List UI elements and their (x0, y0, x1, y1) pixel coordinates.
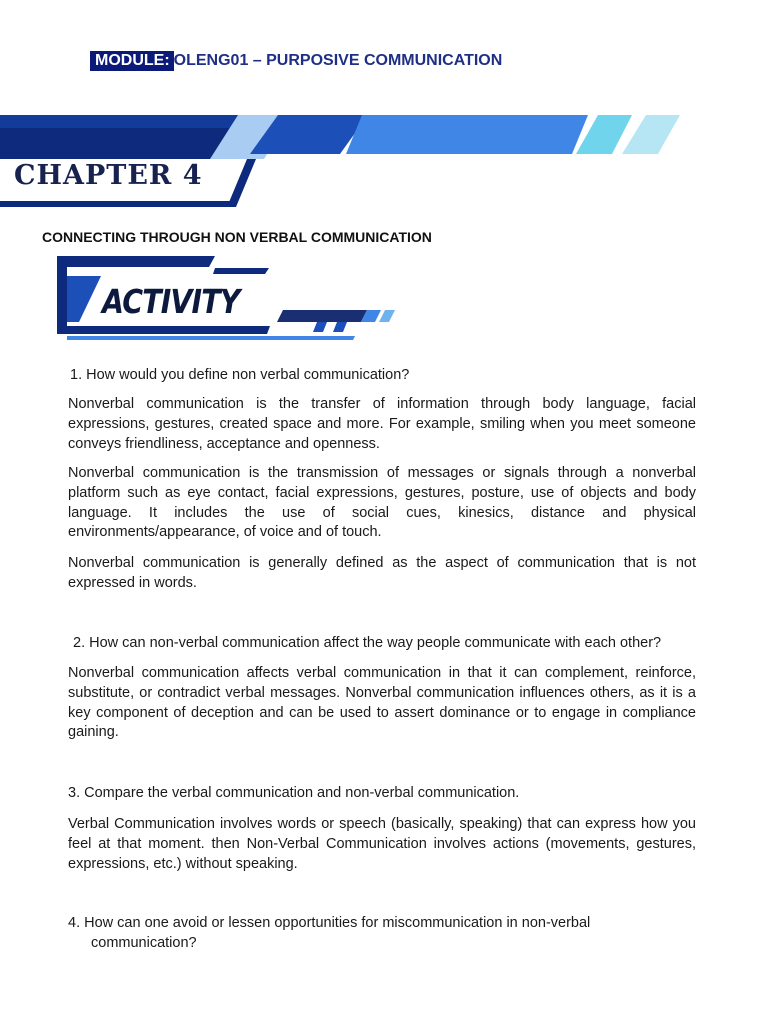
activity-left-slant (67, 276, 101, 322)
question-2: 2. How can non-verbal communication affect the way people communicate with each other? (73, 635, 662, 651)
activity-bottom-bar (67, 326, 270, 334)
answer-1-paragraph-1: Nonverbal communication is the transfer of information through body language, facial expressions, gestures, created space and more. For example, smiling when you meet someone conveys friendliness, acceptance and openness. (68, 396, 696, 452)
banner-bright-bar (346, 115, 588, 154)
answer-2-paragraph-1: Nonverbal communication affects verbal communication in that it can complement, reinforce, substitute, or contradict verbal messages. Nonverbal communication influences others, as it is a key component of deception and can be used to assert dominance or to engage in compliance gaining. (68, 665, 696, 741)
activity-underline (67, 336, 355, 340)
activity-top-bar (57, 256, 215, 267)
activity-top-right-bar (213, 268, 269, 274)
banner-pale-stripe (622, 115, 680, 154)
module-label: MODULE: (90, 51, 174, 71)
activity-title: ACTIVITY (102, 282, 240, 321)
answer-1-paragraph-3: Nonverbal communication is generally defined as the aspect of communication that is not expressed in words. (68, 555, 696, 591)
section-heading: CONNECTING THROUGH NON VERBAL COMMUNICATION (42, 229, 432, 245)
chapter-title: CHAPTER 4 (14, 160, 203, 191)
banner-underline (0, 201, 230, 207)
activity-dark-block (277, 310, 367, 322)
activity-left-bar (57, 256, 67, 334)
activity-stripe-2 (379, 310, 395, 322)
question-1: 1. How would you define non verbal communication? (70, 367, 410, 383)
answer-3-paragraph-1: Verbal Communication involves words or speech (basically, speaking) that can express how you feel at that moment. then Non-Verbal Communication involves actions (movements, gestures, expressions, etc.) without speaking. (68, 816, 696, 872)
answer-1-paragraph-2: Nonverbal communication is the transmission of messages or signals through a nonverbal platform such as eye contact, facial expressions, gestures, posture, use of objects and body language. It includes the use of social cues, kinesics, distance and physical environments/appearance, of voice and of touch. (68, 465, 696, 541)
question-4: 4. How can one avoid or lessen opportunities for miscommunication in non-verbal communication? (68, 915, 591, 951)
module-title: OLENG01 – PURPOSIVE COMMUNICATION (173, 52, 503, 69)
activity-tick-2 (333, 322, 347, 332)
activity-tick-1 (313, 322, 327, 332)
question-3: 3. Compare the verbal communication and non-verbal communication. (68, 785, 520, 801)
module-header (90, 52, 502, 70)
